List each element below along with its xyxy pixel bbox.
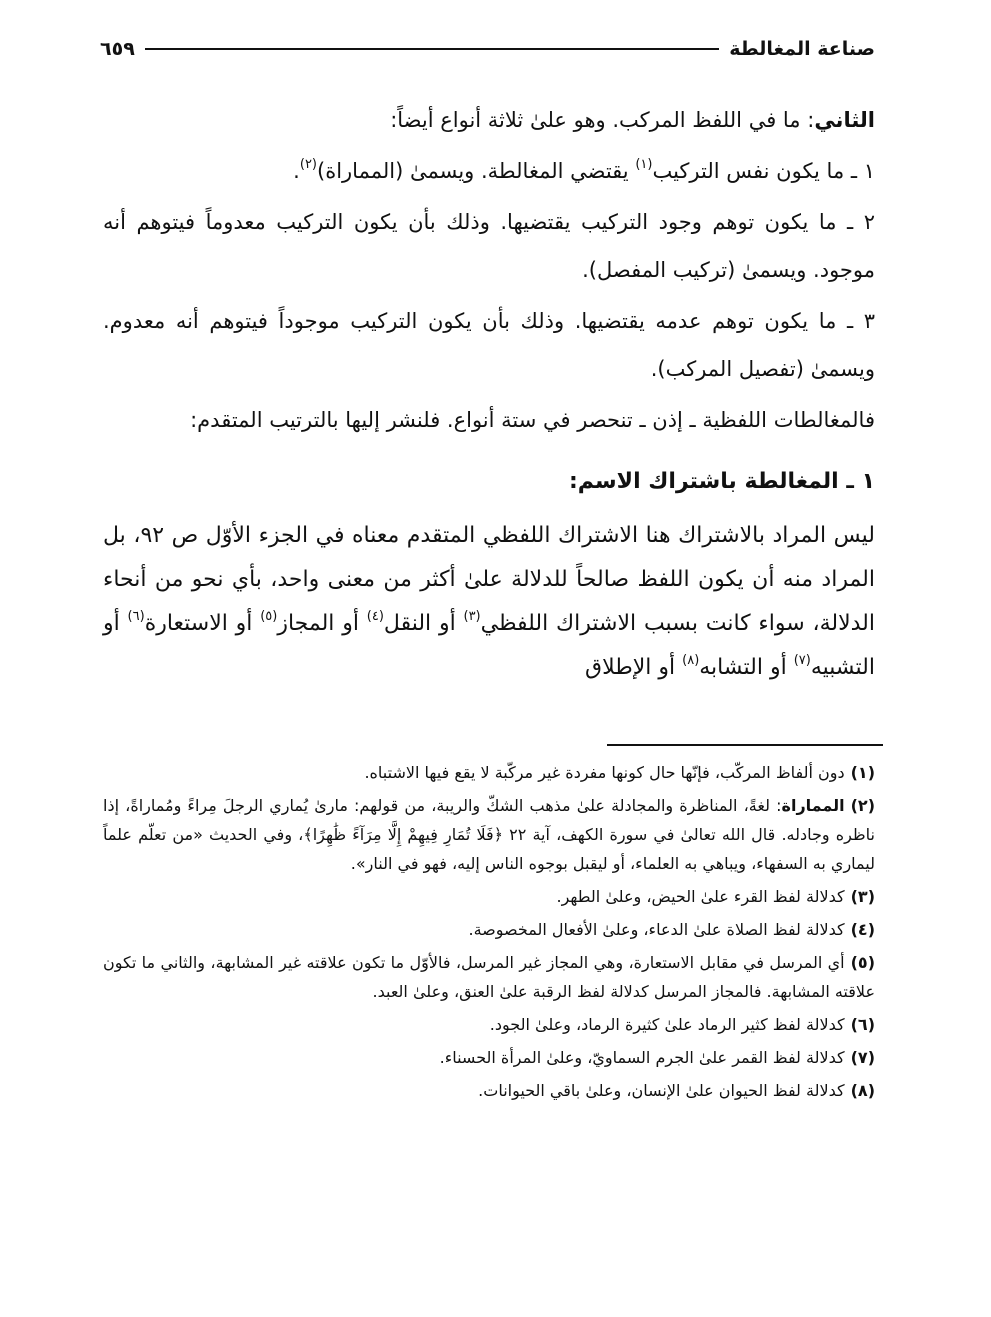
footnote (103, 758, 875, 787)
section-text: أو الاستعارة (144, 611, 261, 636)
footnote-text: كدلالة لفظ الصلاة علىٰ الدعاء، وعلىٰ الأفعال المخصوصة. (468, 920, 845, 939)
footnote-number: (٢) (850, 796, 875, 815)
list-item-text: يقتضي المغالطة. ويسمىٰ (المماراة) (317, 159, 636, 183)
section-text: أو التشابه (699, 655, 794, 680)
page-number: ٦٥٩ (100, 38, 135, 60)
footnote (103, 1043, 875, 1072)
list-item-text: ١ ـ ما يكون نفس التركيب (652, 159, 875, 183)
running-header (100, 34, 875, 64)
section-heading: ١ ـ المغالطة باشتراك الاسم: (569, 469, 875, 494)
footnote-ref: (٢) (299, 157, 317, 172)
footnote-text: كدلالة لفظ كثير الرماد علىٰ كثيرة الرماد، وعلىٰ الجود. (489, 1015, 845, 1034)
paragraph-lead: الثاني (814, 108, 875, 132)
footnote (103, 948, 875, 1006)
footnote-lead: المماراة (781, 796, 845, 815)
list-item-2: ٢ ـ ما يكون توهم وجود التركيب يقتضيها. وذلك بأن يكون التركيب معدوماً فيتوهم أنه موجود. ويسمىٰ (تركيب المفصل). (103, 210, 875, 282)
footnote-text: : لغةً، المناظرة والمجادلة علىٰ مذهب الشكّ والريبة، من قولهم: مارىٰ يُماري الرجلَ مِراءً ومُماراةً، إذا ناظره وجادله. قال الله تعالىٰ في سورة الكهف، آية ٢٢ ﴿فَلَا تُمَارِ فِيهِمْ إِلَّا مِرَآءً ظَٰهِرًا﴾، وفي الحديث «من تعلّم علماً ليماري به السفهاء، ويباهي به العلماء، أو ليقبل بوجوه الناس إليه، فهو في النار». (103, 796, 875, 873)
summary-paragraph: فالمغالطات اللفظية ـ إذن ـ تنحصر في ستة أنواع. فلنشر إليها بالترتيب المتقدم: (190, 408, 875, 432)
header-rule (145, 48, 719, 50)
footnote (103, 791, 875, 878)
footnote-number: (٧) (850, 1048, 875, 1067)
section-text: أو التشبيه (103, 611, 875, 680)
footnote (103, 915, 875, 944)
footnote-ref: (٥) (260, 609, 278, 624)
list-item-3: ٣ ـ ما يكون توهم عدمه يقتضيها. وذلك بأن يكون التركيب موجوداً فيتوهم أنه معدوم. ويسمىٰ (تفصيل المركب). (103, 309, 875, 381)
footnote-number: (٥) (850, 953, 875, 972)
footnote-ref: (٨) (682, 653, 700, 668)
list-item-1 (103, 147, 875, 195)
footnote-ref: (٧) (793, 653, 811, 668)
footnote-ref: (١) (635, 157, 653, 172)
footnote-number: (٨) (850, 1081, 875, 1100)
footnote-text: دون ألفاظ المركّب، فإنّها حال كونها مفردة غير مركّبة لا يقع فيها الاشتباه. (364, 763, 845, 782)
section-text: أو المجاز (277, 611, 367, 636)
footnote-number: (٤) (850, 920, 875, 939)
section-text: أو النقل (383, 611, 464, 636)
footnote-text: أي المرسل في مقابل الاستعارة، وهي المجاز غير المرسل، فالأوّل ما تكون علاقته غير المشابهة، والثاني ما تكون علاقته المشابهة. فالمجاز المرسل كدلالة لفظ الرقبة علىٰ العنق، وعلىٰ العبد. (103, 953, 875, 1001)
footnote-text: كدلالة لفظ القمر علىٰ الجرم السماويّ، وعلىٰ المرأة الحسناء. (439, 1048, 845, 1067)
footnote-ref: (٦) (127, 609, 145, 624)
footnote-separator (607, 744, 883, 746)
footnote (103, 1076, 875, 1105)
list-item-text: . (293, 159, 300, 183)
main-text (103, 96, 875, 690)
footnote-number: (٦) (850, 1015, 875, 1034)
section-text: ليس المراد بالاشتراك هنا الاشتراك اللفظي المتقدم معناه في الجزء الأوّل ص ٩٢، بل المراد منه أن يكون اللفظ صالحاً للدلالة علىٰ أكثر من معنى واحد، بأي نحو من أنحاء الدلالة، سواء كانت بسبب الاشتراك اللفظي (103, 523, 875, 636)
section-paragraph (103, 514, 875, 690)
footnote-number: (١) (850, 763, 875, 782)
footnote-text: كدلالة لفظ القرء علىٰ الحيض، وعلىٰ الطهر. (556, 887, 845, 906)
footnote (103, 1010, 875, 1039)
footnote-ref: (٤) (366, 609, 384, 624)
footnote (103, 882, 875, 911)
running-title: صناعة المغالطة (729, 38, 875, 60)
footnotes (103, 758, 875, 1109)
paragraph-text: : ما في اللفظ المركب. وهو علىٰ ثلاثة أنواع أيضاً: (390, 108, 815, 132)
footnote-ref: (٣) (463, 609, 481, 624)
section-text: أو الإطلاق (585, 655, 683, 680)
footnote-text: كدلالة لفظ الحيوان علىٰ الإنسان، وعلىٰ باقي الحيوانات. (478, 1081, 845, 1100)
footnote-number: (٣) (850, 887, 875, 906)
paragraph-second-type (103, 96, 875, 144)
